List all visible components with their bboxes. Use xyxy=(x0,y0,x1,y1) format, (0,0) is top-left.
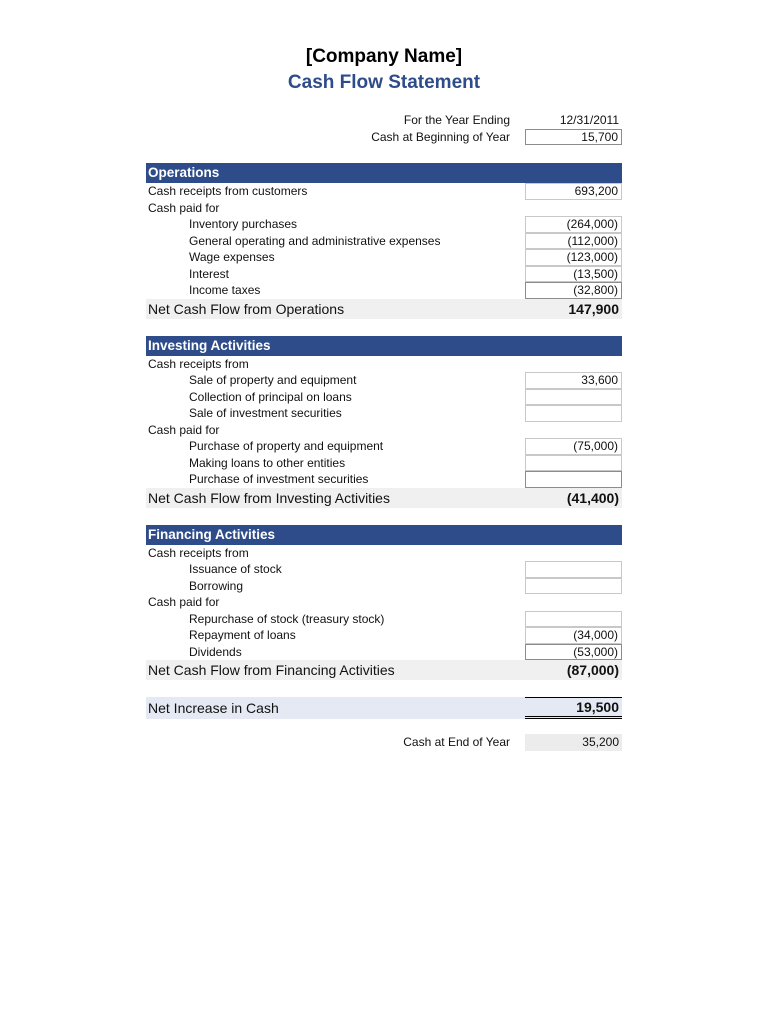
operations-paid-for-label: Cash paid for xyxy=(148,200,220,215)
operations-heading: Operations xyxy=(148,165,220,180)
line-item-cell[interactable] xyxy=(525,389,622,406)
financing-paid-for-row xyxy=(146,594,622,611)
operations-receipts-row xyxy=(146,183,622,200)
beginning-cash-cell[interactable]: 15,700 xyxy=(525,129,622,146)
line-item-label: Inventory purchases xyxy=(189,217,298,231)
investing-paid-for-row xyxy=(146,422,622,439)
table-row xyxy=(146,627,622,644)
line-item-cell[interactable]: (32,800) xyxy=(525,282,622,299)
table-row xyxy=(146,282,622,299)
operations-paid-for-row xyxy=(146,200,622,217)
financing-total-row xyxy=(146,660,622,680)
net-increase-label: Net Increase in Cash xyxy=(148,700,279,716)
line-item-cell[interactable] xyxy=(525,561,622,578)
financing-paid-for-label: Cash paid for xyxy=(148,595,220,609)
line-item-cell[interactable]: (264,000) xyxy=(525,216,622,233)
operations-total-value: 147,900 xyxy=(568,300,619,317)
table-row xyxy=(146,266,622,283)
line-item-cell[interactable]: (75,000) xyxy=(525,438,622,455)
line-item-label: Income taxes xyxy=(189,283,261,297)
financing-header xyxy=(146,525,622,545)
operations-receipts-label: Cash receipts from customers xyxy=(148,184,308,198)
financing-receipts-row xyxy=(146,545,622,562)
line-item-label: Purchase of investment securities xyxy=(189,472,369,486)
financing-receipts-label: Cash receipts from xyxy=(148,545,249,560)
line-item-label: Making loans to other entities xyxy=(189,455,346,470)
line-item-cell[interactable] xyxy=(525,455,622,472)
investing-receipts-label: Cash receipts from xyxy=(148,356,249,371)
statement-title: Cash Flow Statement xyxy=(287,72,481,93)
beginning-cash-label: Cash at Beginning of Year xyxy=(371,129,510,144)
investing-total-label: Net Cash Flow from Investing Activities xyxy=(148,489,390,506)
line-item-label: Sale of property and equipment xyxy=(189,373,357,387)
line-item-label: Wage expenses xyxy=(189,250,275,264)
table-row xyxy=(146,233,622,250)
table-row xyxy=(146,216,622,233)
financing-total-label: Net Cash Flow from Financing Activities xyxy=(148,662,395,678)
line-item-cell[interactable]: (13,500) xyxy=(525,266,622,283)
line-item-cell[interactable] xyxy=(525,405,622,422)
operations-total-label: Net Cash Flow from Operations xyxy=(148,300,345,317)
financing-heading: Financing Activities xyxy=(148,526,276,542)
operations-header xyxy=(146,163,622,183)
beginning-cash-row xyxy=(146,129,622,146)
table-row xyxy=(146,471,622,488)
line-item-cell[interactable]: (112,000) xyxy=(525,233,622,250)
table-row xyxy=(146,372,622,389)
table-row xyxy=(146,644,622,661)
financing-total-value: (87,000) xyxy=(566,662,619,678)
line-item-label: Dividends xyxy=(189,644,242,659)
operations-receipts-cell[interactable]: 693,200 xyxy=(525,183,622,200)
end-cash-row xyxy=(146,734,622,751)
investing-receipts-row xyxy=(146,356,622,373)
line-item-label: Sale of investment securities xyxy=(189,406,342,420)
line-item-cell[interactable] xyxy=(525,471,622,488)
table-row xyxy=(146,389,622,406)
line-item-label: General operating and administrative expenses xyxy=(189,233,441,248)
line-item-cell[interactable]: (34,000) xyxy=(525,627,622,644)
line-item-label: Interest xyxy=(189,266,230,281)
cash-flow-sheet xyxy=(146,112,622,751)
line-item-label: Repayment of loans xyxy=(189,628,296,642)
investing-header xyxy=(146,336,622,356)
line-item-label: Repurchase of stock (treasury stock) xyxy=(189,611,385,626)
operations-total-row xyxy=(146,299,622,319)
line-item-label: Collection of principal on loans xyxy=(189,389,352,404)
line-item-cell[interactable]: (123,000) xyxy=(525,249,622,266)
investing-paid-for-label: Cash paid for xyxy=(148,422,220,437)
company-name: [Company Name] xyxy=(305,46,463,67)
table-row xyxy=(146,611,622,628)
table-row xyxy=(146,561,622,578)
table-row xyxy=(146,455,622,472)
year-ending-value[interactable]: 12/31/2011 xyxy=(559,113,619,127)
table-row xyxy=(146,578,622,595)
investing-total-value: (41,400) xyxy=(566,489,619,506)
end-cash-value: 35,200 xyxy=(525,734,622,751)
end-cash-label: Cash at End of Year xyxy=(403,735,510,749)
line-item-cell[interactable] xyxy=(525,578,622,595)
line-item-label: Issuance of stock xyxy=(189,562,282,576)
net-increase-value: 19,500 xyxy=(525,697,622,719)
line-item-cell[interactable] xyxy=(525,611,622,628)
investing-total-row xyxy=(146,488,622,508)
line-item-cell[interactable]: (53,000) xyxy=(525,644,622,661)
table-row xyxy=(146,249,622,266)
line-item-label: Borrowing xyxy=(189,578,244,593)
line-item-cell[interactable]: 33,600 xyxy=(525,372,622,389)
net-increase-row xyxy=(146,697,622,719)
year-ending-row xyxy=(146,112,622,129)
table-row xyxy=(146,438,622,455)
line-item-label: Purchase of property and equipment xyxy=(189,439,384,453)
investing-heading: Investing Activities xyxy=(148,337,271,353)
year-ending-label: For the Year Ending xyxy=(403,113,510,127)
table-row xyxy=(146,405,622,422)
